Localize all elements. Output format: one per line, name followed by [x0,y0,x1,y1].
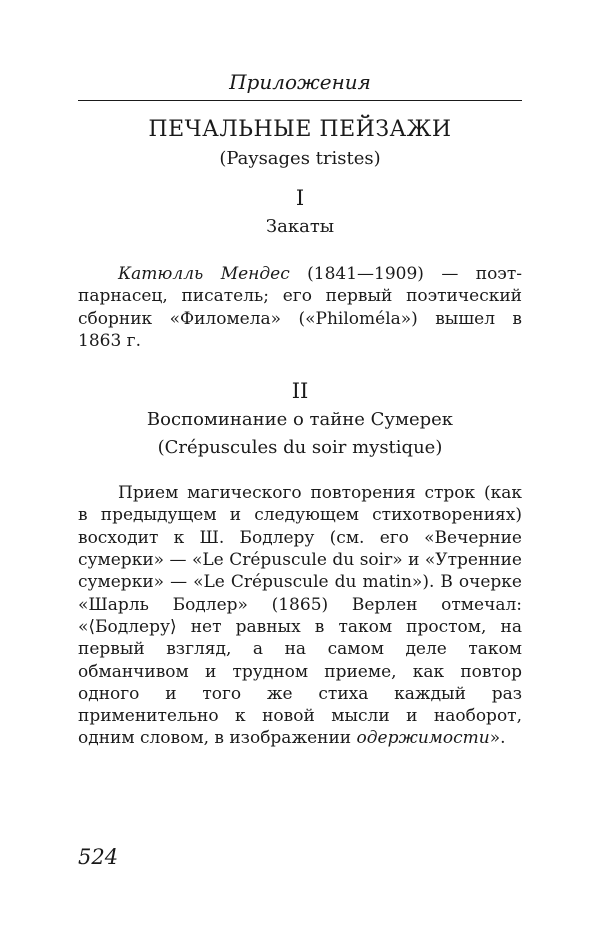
part2-subtitle: (Crépuscules du soir mystique) [157,437,443,459]
author-name: Катюлль Мендес [118,264,290,284]
section-subtitle: (Paysages tristes) [219,148,381,169]
section-title: ПЕЧАЛЬНЫЕ ПЕЙЗАЖИ [148,117,452,142]
page-content [78,68,522,750]
page-number: 524 [78,845,119,869]
part2-note-text: Прием магического повторения строк (как в предыдущем и следующем стихотворениях) восходит к Ш. Бодлеру (см. его «Вечерние сумерки» — «Le Crépuscule du soir» и «Утренние сумерки» — «Le Crépuscule du matin»). В очерке «Шарль Бодлер» (1865) Верлен отмечал: «⟨Бодлеру⟩ нет равных в таком простом, на первый взгляд, а на самом деле таком обманчивом и трудном приеме, как повтор одного и того же стиха каждый раз применительно к новой мысли и наоборот, одним словом, в изображении [78,483,522,749]
header-rule [78,100,522,101]
emphasis-word: одержимости [356,728,490,749]
part2-note [78,482,522,750]
part1-numeral: I [295,186,305,210]
part1-title: Закаты [265,216,335,237]
part1-note [78,263,522,352]
part2-numeral: II [291,379,309,404]
running-head: Приложения [229,70,371,94]
part2-title: Воспоминание о тайне Сумерек [146,409,454,431]
part2-note-closing: ». [489,728,506,749]
part1-note-text: (1841—1909) — поэт-парнасец, писатель; его первый поэтический сборник «Филомела» («Philoméla») вышел в 1863 г. [78,264,522,351]
